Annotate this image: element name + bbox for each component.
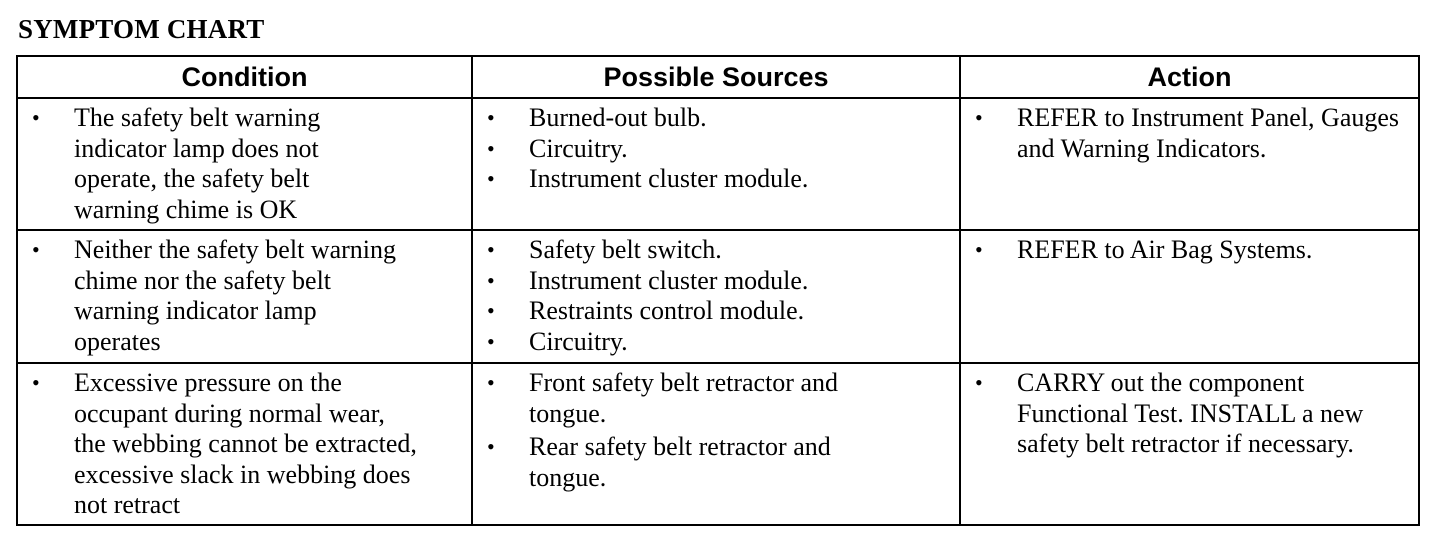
list-item: • Instrument cluster module. [487,164,809,193]
list-item: • Safety belt switch. [487,235,722,264]
sources-cell [472,98,960,230]
list-item: • Instrument cluster module. [487,265,809,295]
page-title: SYMPTOM CHART [18,14,265,44]
bullet-icon: • [32,370,40,395]
bullet-icon: • [487,267,495,293]
list-item: • Excessive pressure on the occupant during normal wear, the webbing cannot be extracted, excessive slack in webbing does not retract [32,368,417,519]
table-header-row [17,56,1419,98]
bullet-icon: • [487,328,495,354]
list-item: • Circuitry. [487,133,628,163]
header-possible-sources: Possible Sources [472,56,960,98]
list-item: • Burned-out bulb. [487,103,707,132]
bullet-icon: • [487,105,495,130]
action-cell [960,98,1419,230]
bullet-icon: • [487,237,495,262]
table-row [17,230,1419,363]
bullet-icon: • [487,166,495,191]
bullet-icon: • [975,370,983,395]
list-item: • Neither the safety belt warning chime nor the safety belt warning indicator lamp operates [32,235,396,356]
condition-cell [17,98,472,230]
condition-cell [17,363,472,525]
list-item: • REFER to Air Bag Systems. [975,235,1313,264]
bullet-icon: • [487,298,495,323]
bullet-icon: • [975,237,983,262]
bullet-icon: • [487,370,495,395]
sources-cell [472,363,960,525]
bullet-icon: • [32,237,40,262]
bullet-icon: • [32,105,40,130]
list-item: • CARRY out the component Functional Test. INSTALL a new safety belt retractor if necessary. [975,368,1364,458]
bullet-icon: • [487,434,495,459]
list-item: • The safety belt warning indicator lamp does not operate, the safety belt warning chime is OK [32,103,321,224]
bullet-icon: • [975,105,983,130]
action-cell [960,230,1419,363]
list-item: • REFER to Instrument Panel, Gauges and Warning Indicators. [975,103,1400,163]
header-condition: Condition [17,56,472,98]
table-row [17,98,1419,230]
list-item: • Rear safety belt retractor and tongue. [487,432,831,492]
sources-cell [472,230,960,363]
list-item: • Restraints control module. [487,296,805,325]
header-action: Action [960,56,1419,98]
table-row [17,363,1419,525]
bullet-icon: • [487,135,495,161]
list-item: • Front safety belt retractor and tongue. [487,368,838,428]
condition-cell [17,230,472,363]
symptom-chart-table [16,55,1420,526]
action-cell [960,363,1419,525]
list-item: • Circuitry. [487,326,628,356]
